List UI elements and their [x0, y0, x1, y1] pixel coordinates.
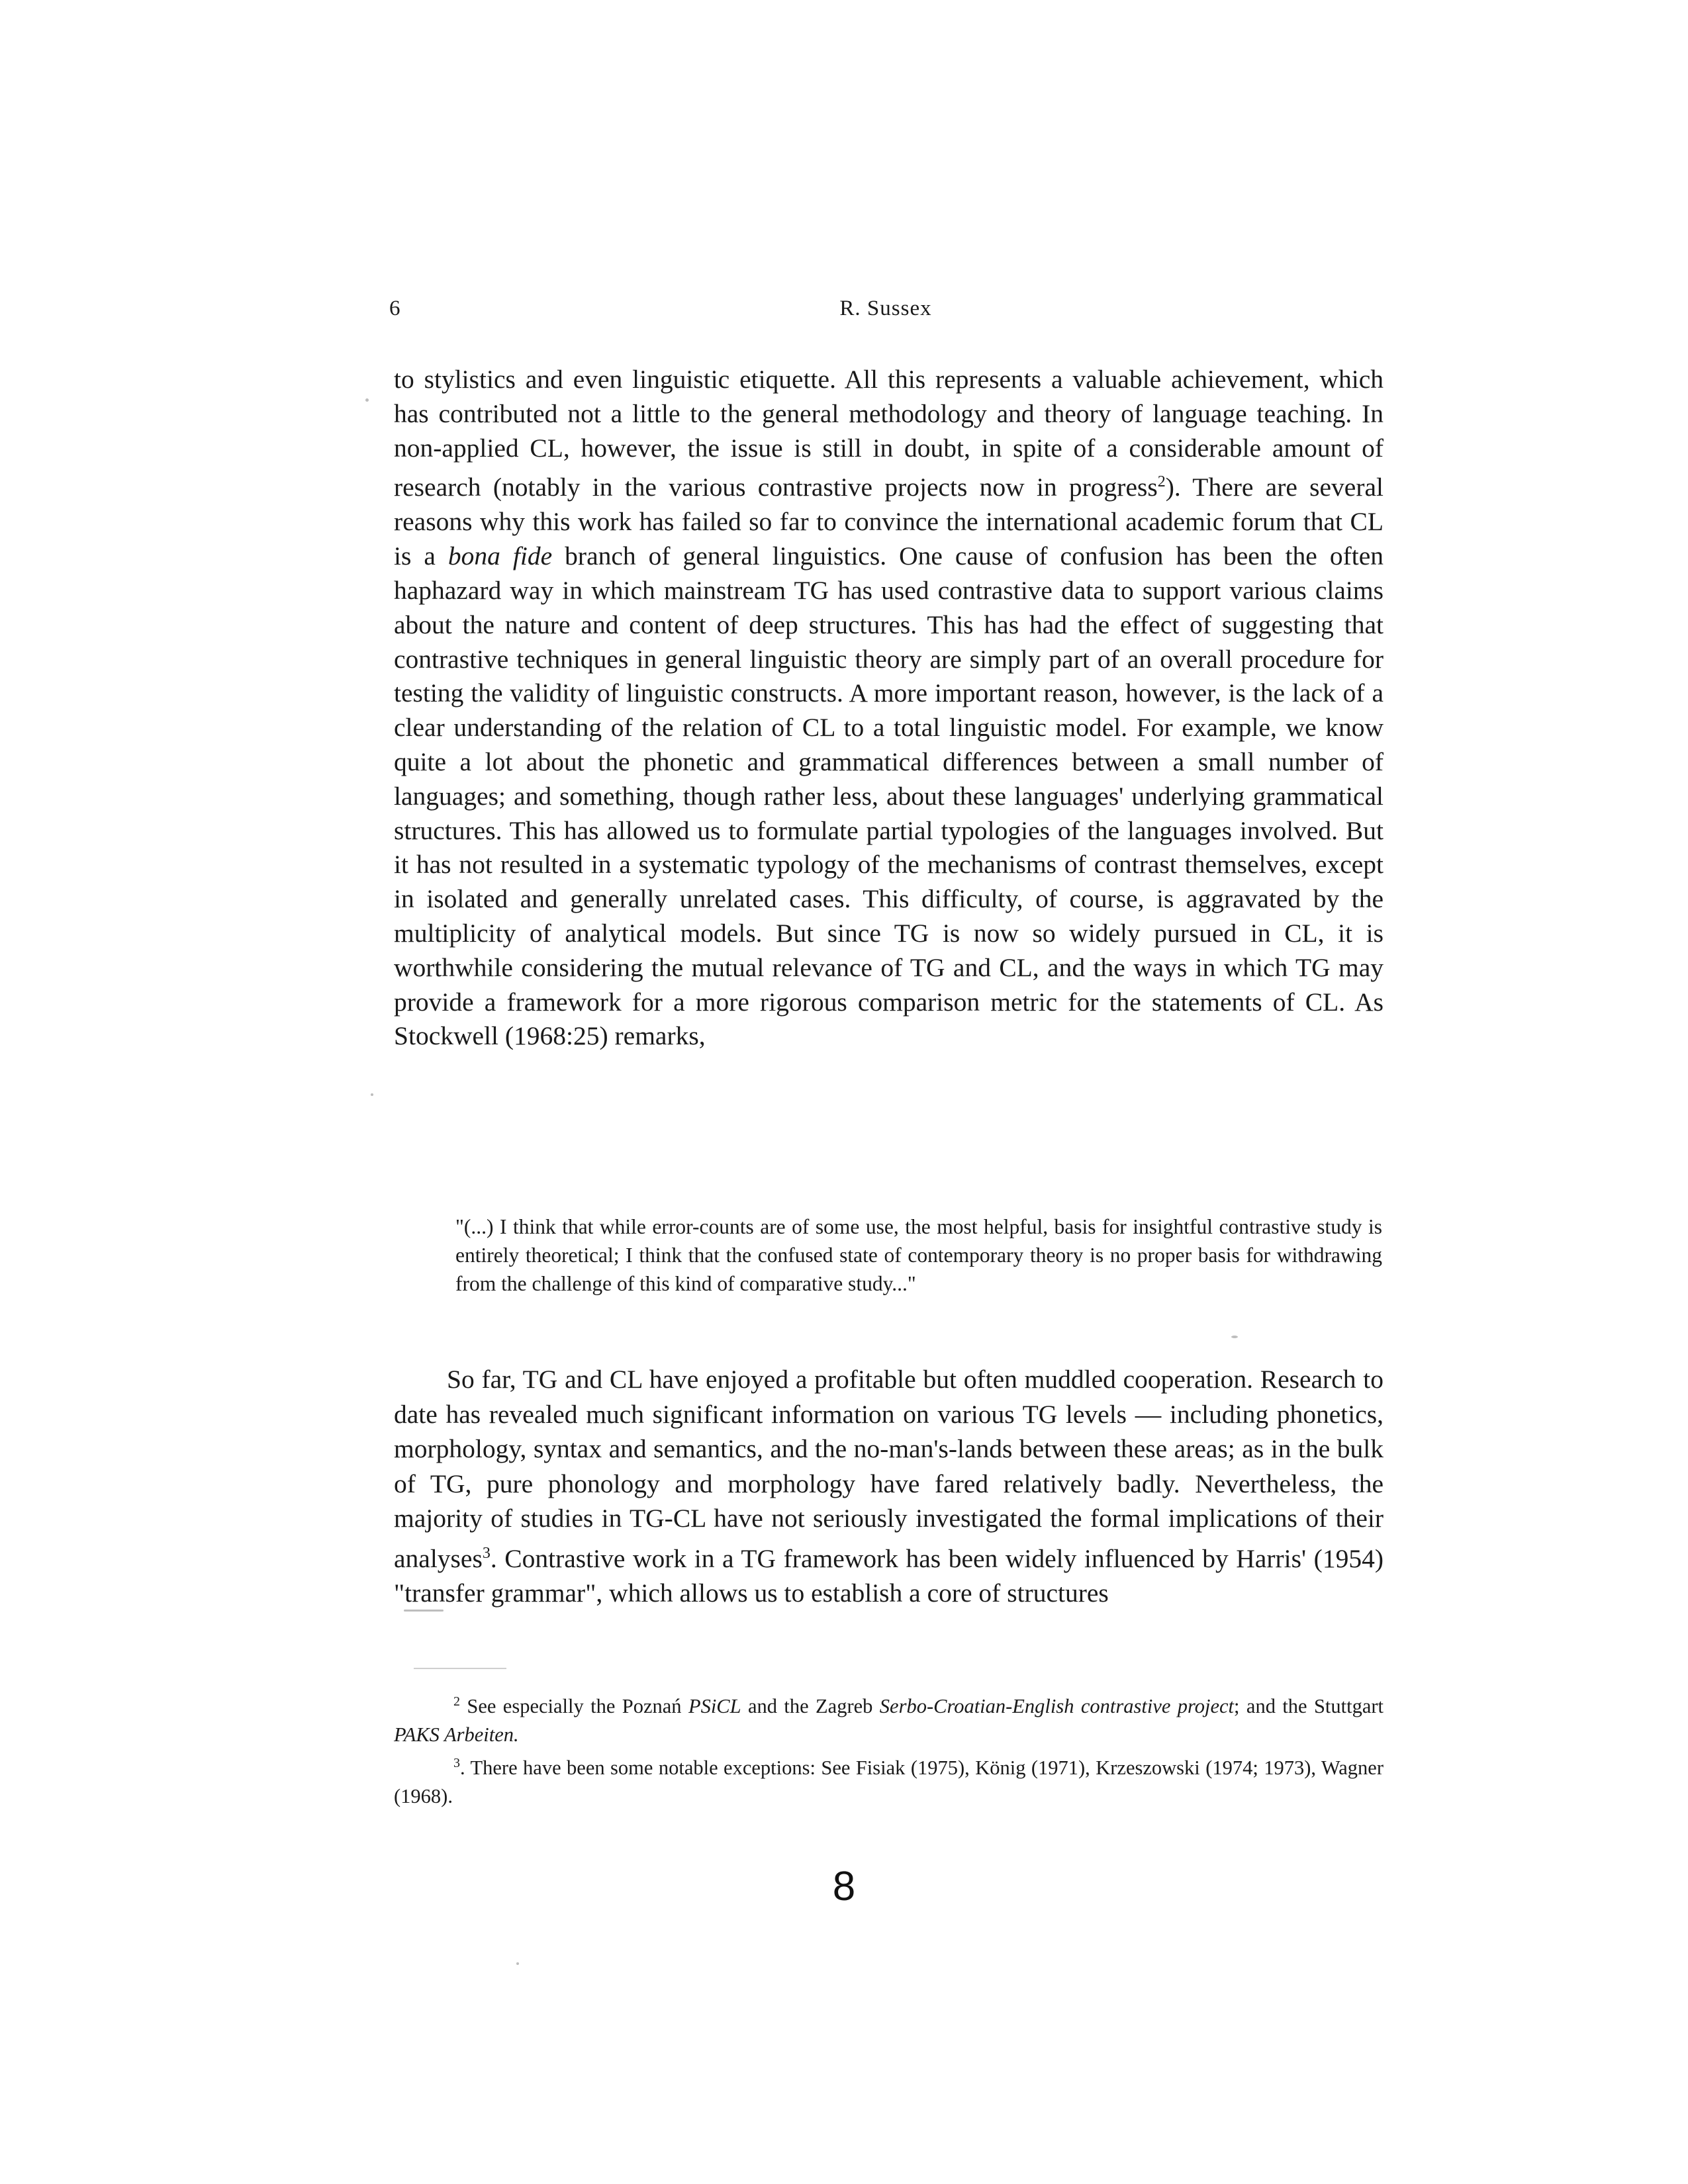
footnote-marker: 3: [453, 1756, 460, 1771]
italic-term: bona fide: [447, 541, 553, 571]
paragraph-1-text: ). There are several reasons why this work has failed so far to convince the international academic forum that CL is a: [394, 473, 1383, 571]
folio-number: 8: [832, 1864, 856, 1909]
running-head: [389, 296, 1382, 330]
block-quotation: "(...) I think that while error-counts are of some use, the most helpful, basis for insightful contrastive study is entirely theoretical; I think that the confused state of contemporary theory is no proper basis for withdrawing from the challenge of this kind of comparative study...": [455, 1215, 1382, 1295]
scan-speck: [365, 398, 369, 402]
paragraph-2: [394, 1362, 1383, 1611]
footnote-ref-2: 2: [1157, 473, 1166, 491]
footnote-italic: Serbo-Croatian-English contrastive project: [879, 1695, 1235, 1718]
footnote-text: See especially the Poznań: [460, 1695, 688, 1718]
footnote-italic: PAKS Arbeiten.: [394, 1723, 519, 1747]
footnote-2: [394, 1688, 1383, 1749]
footnote-text: . There have been some notable exceptions: See Fisiak (1975), König (1971), Krzeszowski (1974; 1973), Wagner (1968).: [394, 1756, 1383, 1808]
footnote-marker: 2: [453, 1694, 460, 1709]
footnote-3: [394, 1749, 1383, 1811]
scan-speck: [404, 1610, 444, 1612]
paragraph-1-text: branch of general linguistics. One cause of confusion has been the often haphazard way in which mainstream TG has used contrastive data to support various claims about the nature and content of deep structures. This has had the effect of suggesting that contrastive techniques in general linguistic theory are simply part of an overall procedure for testing the validity of linguistic constructs. A more important reason, however, is the lack of a clear understanding of the relation of CL to a total linguistic model. For example, we know quite a lot about the phonetic and grammatical differences between a small number of languages; and something, though rather less, about these languages' underlying grammatical structures. This has allowed us to formulate partial typologies of the languages involved. But it has not resulted in a systematic typology of the mechanisms of contrast themselves, except in isolated and generally unrelated cases. This difficulty, of course, is aggravated by the multiplicity of analytical models. But since TG is now so widely pursued in CL, it is worthwhile considering the mutual relevance of TG and CL, and the ways in which TG may provide a framework for a more rigorous comparison metric for the statements of CL. As Stockwell (1968:25) remarks,: [394, 541, 1383, 1051]
paragraph-2-text: . Contrastive work in a TG framework has been widely influenced by Harris' (1954) "transfer grammar", which allows us to establish a core of structures: [394, 1543, 1383, 1608]
running-head-author: R. Sussex: [839, 296, 932, 320]
footnotes: [394, 1688, 1383, 1811]
body-paragraph-1: [394, 363, 1383, 1054]
paragraph-2-text: So far, TG and CL have enjoyed a profitable but often muddled cooperation. Research to date has revealed much significant information on various TG levels — including phonetics, morphology, syntax and semantics, and the no-man's-lands between these areas; as in the bulk of TG, pure phonology and morphology have fared relatively badly. Nevertheless, the majority of studies in TG-CL have not seriously investigated the formal implications of their analyses: [394, 1365, 1383, 1573]
scan-speck: [516, 1962, 519, 1965]
footnote-divider: [414, 1668, 506, 1669]
footnote-text: ; and the Stuttgart: [1234, 1695, 1384, 1718]
paragraph-1: [394, 363, 1383, 1054]
scan-speck: [371, 1093, 373, 1096]
footnote-text: and the Zagreb: [741, 1695, 880, 1718]
footnote-italic: PSiCL: [688, 1695, 741, 1718]
footnote-ref-3: 3: [482, 1544, 491, 1562]
page-number: 6: [389, 296, 401, 320]
paragraph-1-text: to stylistics and even linguistic etiquette. All this represents a valuable achievement, which has contributed not a little to the general methodology and theory of language teaching. In non-applied CL, however, the issue is still in doubt, in spite of a considerable amount of research (notably in the various contrastive projects now in progress: [394, 365, 1383, 502]
scan-speck: [1231, 1336, 1238, 1338]
